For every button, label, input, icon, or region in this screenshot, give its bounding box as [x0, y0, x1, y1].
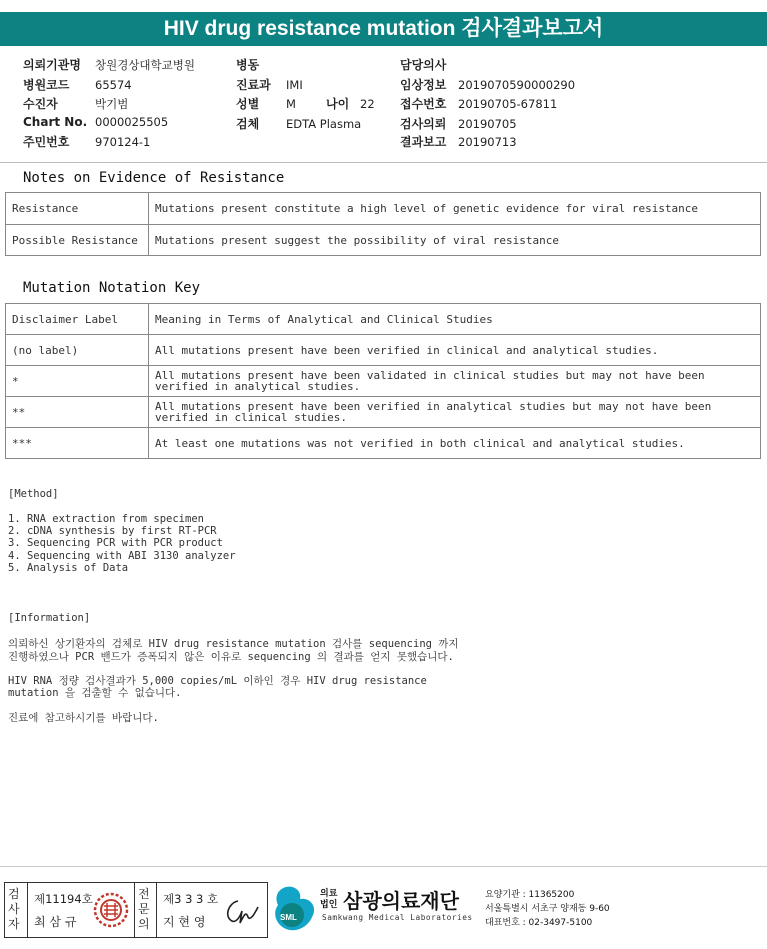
- info-specimen: 검체 EDTA Plasma: [236, 117, 362, 131]
- table-row: [6, 225, 761, 256]
- information-text: 진행하였으나 PCR 밴드가 증폭되지 않은 이유로 sequencing 의 결과를 얻지 못했습니다.: [8, 651, 454, 663]
- table-cell-label: Possible Resistance: [6, 225, 149, 256]
- table-cell-meaning: All mutations present have been verified in clinical and analytical studies.: [149, 335, 761, 366]
- org-address: 서울특별시 서초구 양재동 9-60: [485, 904, 610, 914]
- notes-section-title: Notes on Evidence of Resistance: [23, 170, 285, 186]
- method-step: 4. Sequencing with ABI 3130 analyzer: [8, 550, 236, 562]
- info-report-date: 결과보고 20190713: [400, 135, 517, 149]
- table-cell-meaning: All mutations present have been verified in analytical studies but may not have been verified in clinical studies.: [149, 397, 761, 428]
- info-request-date: 검사의뢰 20190705: [400, 117, 517, 131]
- info-hospital: 의뢰기관명 창원경상대학교병원: [23, 58, 195, 72]
- info-age: 22: [360, 97, 375, 111]
- table-row: [6, 397, 761, 428]
- table-cell-label: **: [6, 397, 149, 428]
- examiner-role: 검사자: [8, 887, 20, 931]
- info-age-label: 나이: [326, 97, 350, 111]
- method-step: 1. RNA extraction from specimen: [8, 513, 204, 525]
- table-row: [6, 335, 761, 366]
- divider: [134, 883, 135, 937]
- examiner-license: 제11194호: [34, 892, 93, 906]
- org-code: 요양기관 : 11365200: [485, 890, 575, 900]
- table-header-row: [6, 304, 761, 335]
- method-step: 5. Analysis of Data: [8, 562, 129, 574]
- information-text: 의뢰하신 상기환자의 검체로 HIV drug resistance mutation 검사를 sequencing 까지: [8, 638, 459, 650]
- info-chart-no: Chart No. 0000025505: [23, 115, 169, 129]
- info-resident-no: 주민번호 970124-1: [23, 135, 151, 149]
- org-prefix: 의료법인: [320, 889, 338, 910]
- table-cell-label: (no label): [6, 335, 149, 366]
- table-header-meaning: Meaning in Terms of Analytical and Clinical Studies: [149, 304, 761, 335]
- info-physician: 담당의사: [400, 58, 447, 72]
- information-text: 진료에 참고하시기를 바랍니다.: [8, 712, 159, 724]
- physician-name: 지 현 영: [163, 915, 206, 929]
- divider: [0, 162, 767, 163]
- information-text: mutation 을 검출할 수 없습니다.: [8, 687, 182, 699]
- divider: [27, 883, 28, 937]
- info-ward: 병동: [236, 58, 260, 72]
- notation-section-title: Mutation Notation Key: [23, 280, 201, 296]
- info-department: 진료과 IMI: [236, 78, 303, 92]
- physician-license: 제3 3 3 호: [163, 892, 219, 906]
- org-english: Samkwang Medical Laboratories: [322, 913, 473, 922]
- info-patient-name: 수진자 박기범: [23, 97, 129, 111]
- physician-signature: [220, 895, 262, 927]
- table-cell-meaning: Mutations present constitute a high level of genetic evidence for viral resistance: [149, 193, 761, 225]
- notation-table: [5, 303, 761, 459]
- method-title: [Method]: [8, 488, 59, 500]
- examiner-seal: [93, 892, 129, 928]
- label: 의뢰기관명: [23, 58, 81, 72]
- table-cell-meaning: At least one mutations was not verified in both clinical and analytical studies.: [149, 428, 761, 459]
- table-row: [6, 366, 761, 397]
- method-step: 3. Sequencing PCR with PCR product: [8, 537, 223, 549]
- table-cell-label: ***: [6, 428, 149, 459]
- table-row: [6, 428, 761, 459]
- info-clinical-info: 임상정보 2019070590000290: [400, 78, 576, 92]
- information-text: HIV RNA 정량 검사결과가 5,000 copies/mL 이하인 경우 HIV drug resistance: [8, 675, 427, 687]
- sml-logo-icon: [272, 883, 318, 935]
- report-title: HIV drug resistance mutation 검사결과보고서: [0, 12, 767, 46]
- signature-box: [4, 882, 268, 938]
- table-cell-label: *: [6, 366, 149, 397]
- table-header-label: Disclaimer Label: [6, 304, 149, 335]
- org-name: 삼광의료재단: [343, 889, 459, 913]
- info-sex: 성별 M 나이 22: [236, 97, 375, 111]
- table-cell-meaning: Mutations present suggest the possibility of viral resistance: [149, 225, 761, 256]
- table-cell-label: Resistance: [6, 193, 149, 225]
- method-step: 2. cDNA synthesis by first RT-PCR: [8, 525, 217, 537]
- notes-table: [5, 192, 761, 256]
- table-row: [6, 193, 761, 225]
- physician-role: 전문의: [138, 887, 150, 931]
- divider: [156, 883, 157, 937]
- information-title: [Information]: [8, 612, 91, 624]
- examiner-name: 최 삼 규: [34, 915, 77, 929]
- info-receipt-no: 접수번호 20190705-67811: [400, 97, 558, 111]
- table-cell-meaning: All mutations present have been validated in clinical studies but may not have been verified in analytical studies.: [149, 366, 761, 397]
- org-phone: 대표번호 : 02-3497-5100: [485, 918, 593, 928]
- info-hospital-code: 병원코드 65574: [23, 78, 132, 92]
- sml-logo-text: SML: [280, 913, 297, 922]
